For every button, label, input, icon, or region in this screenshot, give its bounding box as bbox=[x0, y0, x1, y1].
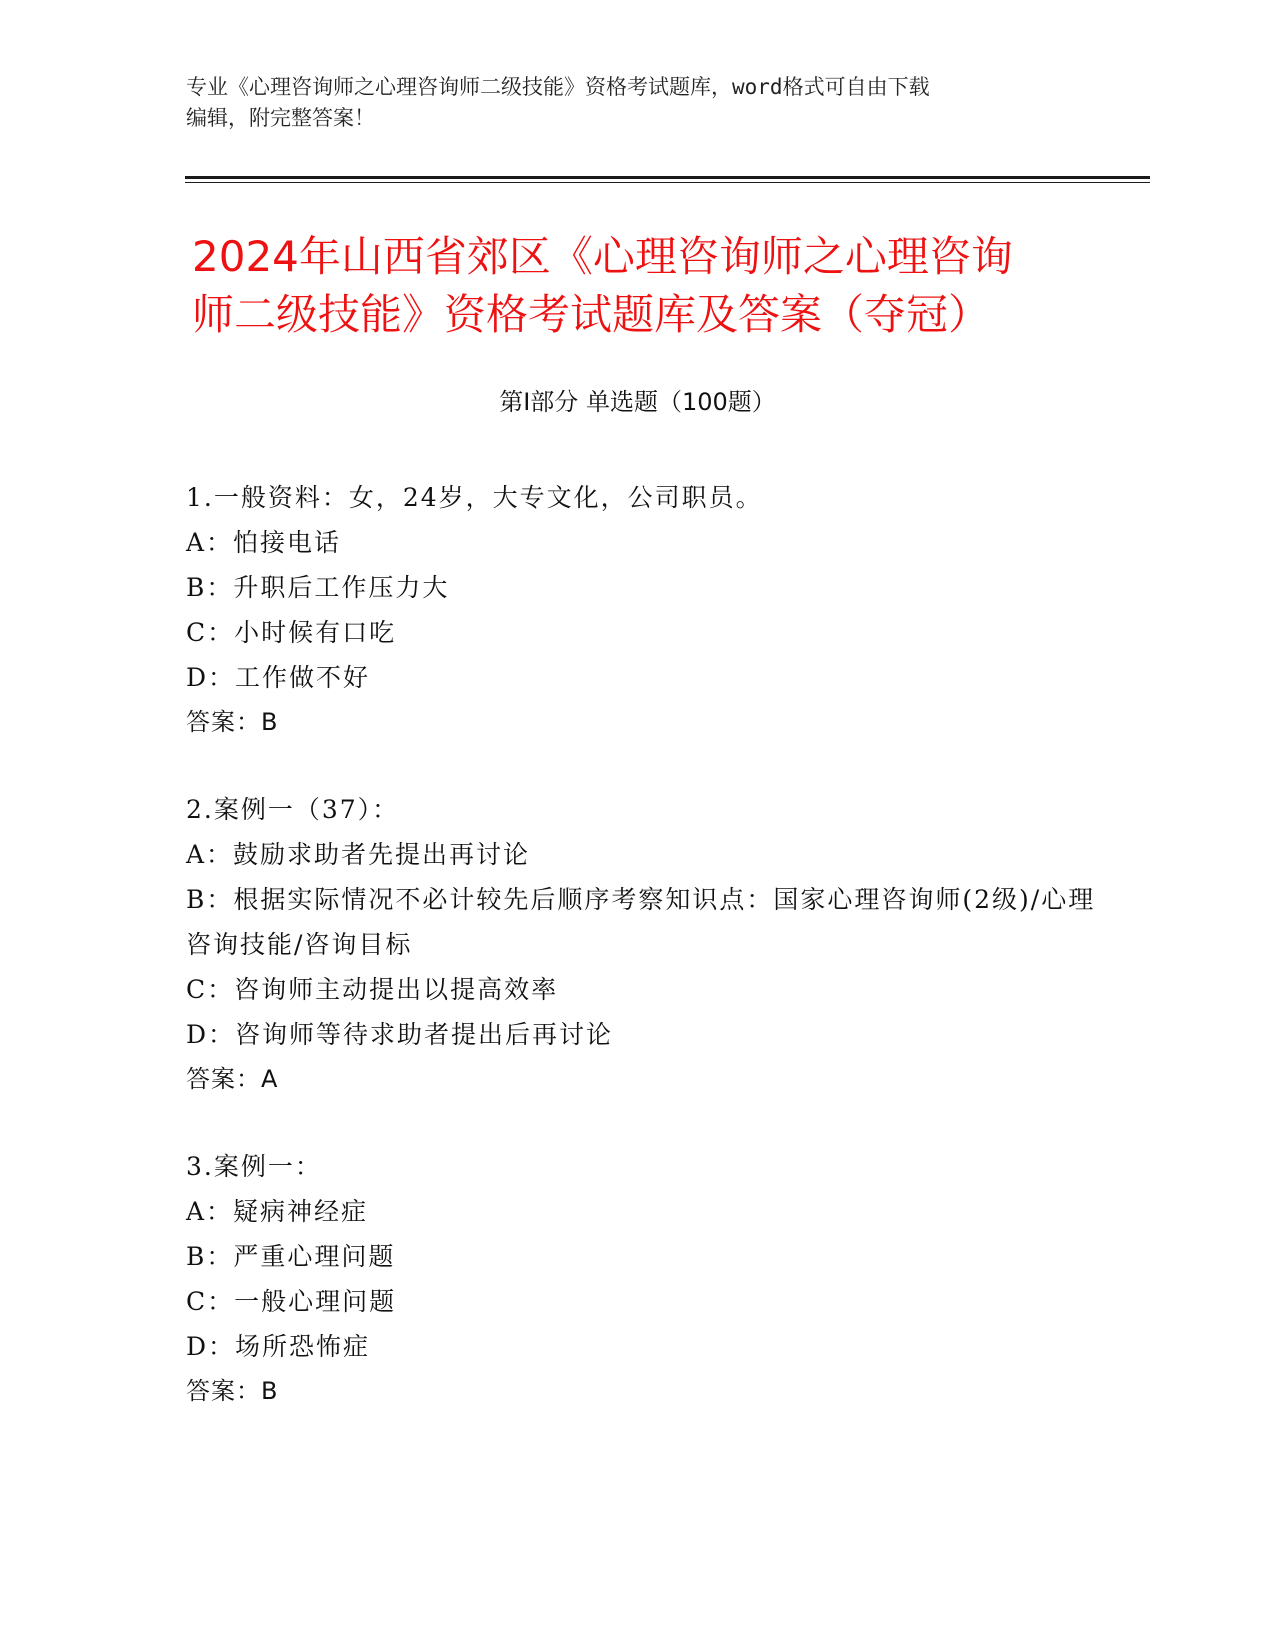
document-title-line-2: 师二级技能》资格考试题库及答案（夺冠） bbox=[192, 290, 991, 339]
option-d: D：咨询师等待求助者提出后再讨论 bbox=[186, 1020, 614, 1049]
answer: 答案：B bbox=[186, 1377, 279, 1405]
question-3 bbox=[186, 1144, 1096, 1414]
header-note-line-1: 专业《心理咨询师之心理咨询师二级技能》资格考试题库，word格式可自由下载 bbox=[186, 75, 930, 99]
option-d: D：工作做不好 bbox=[186, 663, 371, 692]
option-d: D：场所恐怖症 bbox=[186, 1332, 371, 1361]
header-divider-thick bbox=[185, 176, 1150, 179]
header-note-line-2: 编辑，附完整答案！ bbox=[186, 106, 375, 130]
header-divider-thin bbox=[185, 182, 1150, 183]
document-title bbox=[192, 228, 1092, 344]
option-b: B：升职后工作压力大 bbox=[186, 573, 450, 602]
option-a: A：鼓励求助者先提出再讨论 bbox=[186, 840, 531, 869]
option-b: B：根据实际情况不必计较先后顺序考察知识点：国家心理咨询师(2级)/心理咨询技能/咨询目标 bbox=[186, 885, 1096, 959]
question-1 bbox=[186, 475, 1096, 745]
option-a: A：疑病神经症 bbox=[186, 1197, 369, 1226]
option-a: A：怕接电话 bbox=[186, 528, 342, 557]
question-list bbox=[186, 475, 1096, 1456]
option-c: C：一般心理问题 bbox=[186, 1287, 397, 1316]
header-note bbox=[186, 72, 1086, 134]
question-2 bbox=[186, 787, 1096, 1102]
answer: 答案：A bbox=[186, 1065, 279, 1093]
option-b: B：严重心理问题 bbox=[186, 1242, 396, 1271]
section-heading: 第Ⅰ部分 单选题（100题） bbox=[499, 388, 776, 416]
answer: 答案：B bbox=[186, 708, 279, 736]
option-c: C：咨询师主动提出以提高效率 bbox=[186, 975, 559, 1004]
option-c: C：小时候有口吃 bbox=[186, 618, 397, 647]
question-stem: 1.一般资料：女，24岁，大专文化，公司职员。 bbox=[186, 483, 763, 512]
question-stem: 2.案例一（37）： bbox=[186, 795, 400, 824]
question-stem: 3.案例一： bbox=[186, 1152, 322, 1181]
document-title-line-1: 2024年山西省郊区《心理咨询师之心理咨询 bbox=[192, 232, 1013, 281]
